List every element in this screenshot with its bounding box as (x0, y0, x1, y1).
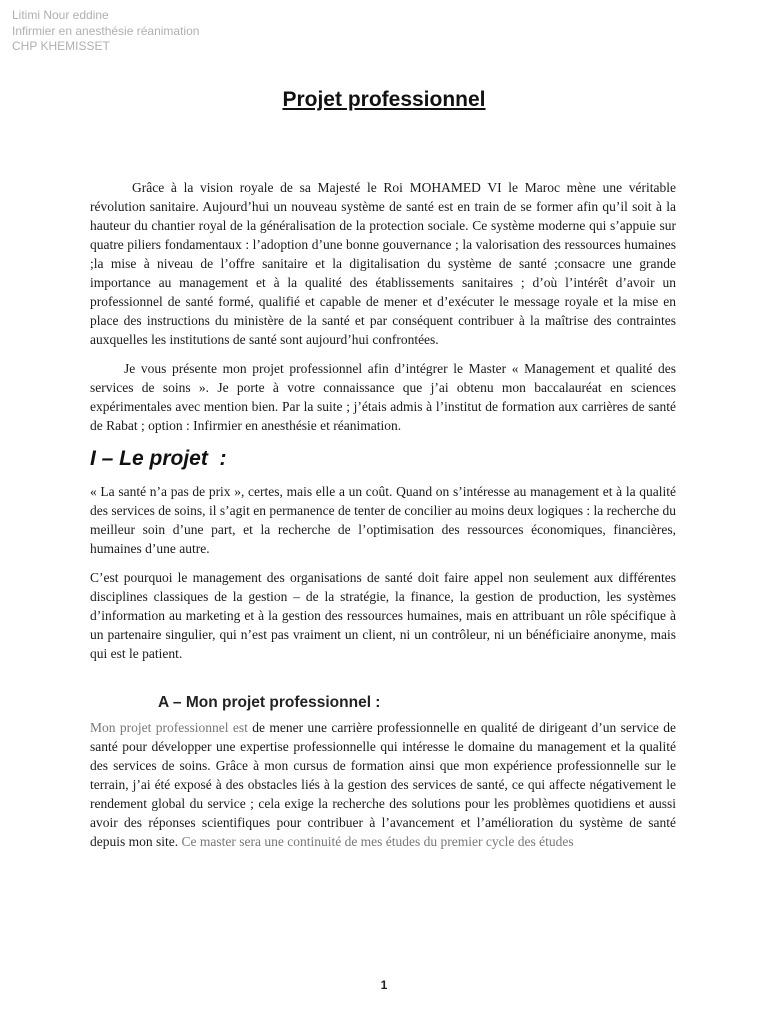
paragraph-tail: Ce master sera une continuité de mes études du premier cycle des études (178, 834, 574, 849)
author-name: Litimi Nour eddine (12, 8, 109, 22)
author-role: Infirmier en anesthésie réanimation (12, 23, 200, 38)
mon-projet-paragraph (90, 718, 676, 851)
projet-paragraph-1: « La santé n’a pas de prix », certes, mais elle a un coût. Quand on s’intéresse au management et à la qualité des services de soins, il s’agit en permanence de tenter de concilier au moins deux logiques : la recherche du meilleur soin d’une part, et la recherche de l’optimisation des ressources économiques, financières, humaines d’une autre. (90, 484, 676, 556)
author-header (12, 8, 199, 55)
subsection-heading-mon-projet: A – Mon projet professionnel : (158, 694, 381, 711)
projet-paragraph-2: C’est pourquoi le management des organisations de santé doit faire appel non seulement aux différentes disciplines classiques de la gestion – de la stratégie, la finance, la gestion de production, les systèmes d’information au marketing et à la gestion des ressources humaines, mais en attribuant un rôle spécifique à un partenaire singulier, qui n’est pas vraiment un client, ni un contrôleur, ni un bénéficiaire anonyme, mais qui est le patient. (90, 570, 676, 661)
paragraph-lead: Mon projet professionnel est (90, 720, 248, 735)
page-number: 1 (380, 978, 388, 992)
section-heading-projet: I – Le projet : (90, 447, 227, 470)
intro-paragraph-2: Je vous présente mon projet professionnel afin d’intégrer le Master « Management et qualité des services de soins ». Je porte à votre connaissance que j’ai obtenu mon baccalauréat en sciences expérimentales avec mention bien. Par la suite ; j’étais admis à l’institut de formation aux carrières de santé de Rabat ; option : Infirmier en anesthésie et réanimation. (90, 361, 676, 433)
paragraph-text: de mener une carrière professionnelle en qualité de dirigeant d’un service de santé pour développer une expertise professionnelle qui intéresse le domaine du management et la qualité des services de soins. Grâce à mon cursus de formation ainsi que mon expérience professionnelle sur le terrain, j’ai été exposé à des obstacles liés à la gestion des services de santé, ce qui affecte négativement le rendement global du service ; cela exige la recherche des solutions pour les problèmes quotidiens et aussi avoir des réponses scientifiques pour contribuer à l’avancement et l’amélioration du système de santé depuis mon site. (90, 720, 676, 849)
intro-paragraph-1: Grâce à la vision royale de sa Majesté le Roi MOHAMED VI le Maroc mène une véritable révolution sanitaire. Aujourd’hui un nouveau système de santé est en train de se former afin qu’il soit à la hauteur du chantier royal de la généralisation de la protection sociale. Ce système moderne qui s’appuie sur quatre piliers fondamentaux : l’adoption d’une bonne gouvernance ; la valorisation des ressources humaines ;la mise à niveau de l’offre sanitaire et la digitalisation du système de santé ;consacre une grande importance au management et à la qualité des établissements sanitaires ; d’où l’intérêt d’avoir un professionnel de santé formé, qualifié et capable de mener et d’exécuter le message royale et la mise en place des instructions du ministère de la santé et par conséquent contribuer à la maîtrise des contraintes auxquelles les institutions de santé sont aujourd’hui confrontées. (90, 180, 676, 347)
author-workplace: CHP KHEMISSET (12, 39, 110, 53)
document-body (90, 178, 676, 861)
document-title: Projet professionnel (282, 88, 486, 111)
